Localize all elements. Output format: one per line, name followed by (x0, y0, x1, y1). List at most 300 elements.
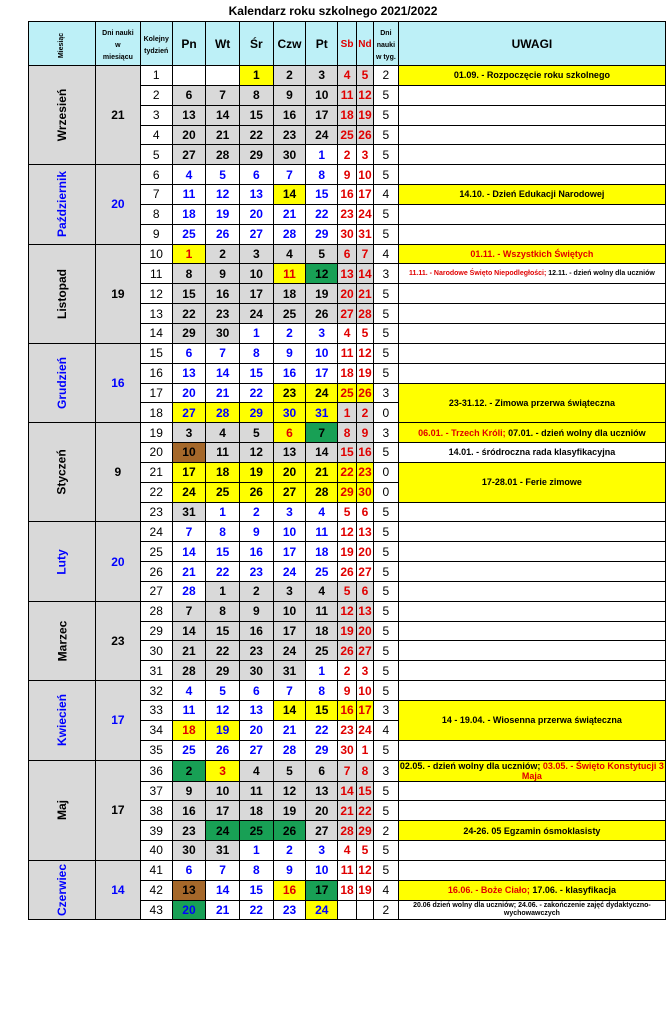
week-number: 17 (140, 383, 172, 403)
day-nd: 5 (357, 66, 374, 86)
day-nd: 3 (357, 145, 374, 165)
day-wt: 28 (206, 145, 240, 165)
note-text: 17-28.01 - Ferie zimowe (481, 477, 582, 488)
day-sr: 15 (239, 880, 273, 900)
day-pn: 17 (172, 462, 206, 482)
day-czw: 20 (273, 462, 306, 482)
day-nd: 3 (357, 661, 374, 681)
header-days-per-week: Dni nauki w tyg. (373, 22, 398, 66)
day-sr: 9 (239, 522, 273, 542)
day-sb: 9 (338, 681, 357, 701)
day-czw: 16 (273, 880, 306, 900)
week-school-days: 3 (373, 423, 398, 443)
day-nd: 22 (357, 801, 374, 821)
day-nd: 2 (357, 403, 374, 423)
day-nd: 8 (357, 760, 374, 781)
day-sr: 13 (239, 185, 273, 205)
day-sb: 12 (338, 522, 357, 542)
month-school-days: 19 (96, 244, 141, 343)
day-pt: 10 (306, 343, 338, 363)
note-cell (398, 105, 665, 125)
day-pn: 10 (172, 443, 206, 463)
month-name: Maj (29, 760, 96, 860)
day-pn: 6 (172, 85, 206, 105)
day-sb: 18 (338, 880, 357, 900)
week-number: 43 (140, 900, 172, 920)
day-czw: 19 (273, 801, 306, 821)
day-sb: 6 (338, 244, 357, 264)
header-czw: Czw (273, 22, 306, 66)
week-school-days: 5 (373, 85, 398, 105)
week-row (29, 165, 666, 185)
day-pt: 8 (306, 165, 338, 185)
week-school-days: 0 (373, 482, 398, 502)
day-pn: 30 (172, 841, 206, 861)
day-pn: 14 (172, 542, 206, 562)
month-name: Marzec (29, 601, 96, 680)
week-school-days: 0 (373, 462, 398, 482)
week-school-days: 5 (373, 284, 398, 304)
day-wt: 11 (206, 443, 240, 463)
day-pt: 25 (306, 562, 338, 582)
week-number: 2 (140, 85, 172, 105)
day-pt: 24 (306, 383, 338, 403)
day-sr: 16 (239, 542, 273, 562)
day-sb: 30 (338, 740, 357, 760)
day-wt: 29 (206, 661, 240, 681)
day-sr: 15 (239, 363, 273, 383)
day-wt: 14 (206, 363, 240, 383)
day-wt: 14 (206, 880, 240, 900)
day-sr: 15 (239, 105, 273, 125)
day-pn: 13 (172, 105, 206, 125)
week-number: 41 (140, 860, 172, 880)
day-pt: 4 (306, 502, 338, 522)
day-pn: 18 (172, 720, 206, 740)
note-cell (398, 740, 665, 760)
day-wt: 1 (206, 581, 240, 601)
day-sr: 23 (239, 562, 273, 582)
day-wt: 8 (206, 522, 240, 542)
header-sb: Sb (338, 22, 357, 66)
day-pt: 28 (306, 482, 338, 502)
header-days-in-month: Dni nauki w miesiącu (96, 22, 141, 66)
header-month: Miesiąc (29, 22, 96, 66)
day-pt: 6 (306, 760, 338, 781)
day-czw: 9 (273, 860, 306, 880)
day-pn: 21 (172, 562, 206, 582)
month-school-days: 14 (96, 860, 141, 920)
week-school-days: 5 (373, 343, 398, 363)
week-school-days: 5 (373, 601, 398, 621)
day-sr: 10 (239, 264, 273, 284)
week-number: 28 (140, 601, 172, 621)
note-text: 02.05. - dzień wolny dla uczniów; (399, 760, 543, 771)
note-cell (398, 125, 665, 145)
day-czw: 17 (273, 542, 306, 562)
week-school-days: 5 (373, 145, 398, 165)
day-nd (357, 900, 374, 920)
day-sr: 4 (239, 760, 273, 781)
day-pt: 24 (306, 125, 338, 145)
day-nd: 29 (357, 821, 374, 841)
day-pt: 18 (306, 542, 338, 562)
day-sb: 27 (338, 304, 357, 324)
day-wt: 31 (206, 841, 240, 861)
header-notes: UWAGI (398, 22, 665, 66)
day-sb: 8 (338, 423, 357, 443)
day-sb: 25 (338, 383, 357, 403)
day-wt: 12 (206, 701, 240, 721)
day-wt: 14 (206, 105, 240, 125)
week-school-days: 5 (373, 304, 398, 324)
day-czw: 5 (273, 760, 306, 781)
day-czw: 27 (273, 482, 306, 502)
header-pt: Pt (306, 22, 338, 66)
day-wt: 5 (206, 681, 240, 701)
week-school-days: 3 (373, 383, 398, 403)
week-school-days: 3 (373, 264, 398, 284)
day-czw: 23 (273, 383, 306, 403)
day-sr: 2 (239, 581, 273, 601)
day-czw: 13 (273, 443, 306, 463)
day-pt: 11 (306, 601, 338, 621)
day-nd: 17 (357, 701, 374, 721)
day-czw: 26 (273, 821, 306, 841)
day-pn: 11 (172, 701, 206, 721)
week-row (29, 681, 666, 701)
note-cell (398, 821, 665, 841)
day-pn: 20 (172, 125, 206, 145)
week-row (29, 860, 666, 880)
week-school-days: 0 (373, 403, 398, 423)
day-sr: 27 (239, 224, 273, 244)
note-cell (398, 701, 665, 741)
week-number: 33 (140, 701, 172, 721)
month-school-days: 17 (96, 681, 141, 760)
day-wt: 3 (206, 760, 240, 781)
day-nd: 27 (357, 641, 374, 661)
day-sr: 23 (239, 641, 273, 661)
day-wt: 22 (206, 562, 240, 582)
note-text: 01.09. - Rozpoczęcie roku szkolnego (453, 70, 610, 81)
day-wt: 18 (206, 462, 240, 482)
day-wt: 16 (206, 284, 240, 304)
day-sr: 13 (239, 701, 273, 721)
day-pn: 27 (172, 403, 206, 423)
note-cell (398, 224, 665, 244)
day-czw: 10 (273, 601, 306, 621)
day-sb: 11 (338, 85, 357, 105)
month-name: Styczeń (29, 423, 96, 522)
day-sb: 11 (338, 343, 357, 363)
day-wt: 9 (206, 264, 240, 284)
month-name: Wrzesień (29, 66, 96, 165)
day-sb: 5 (338, 502, 357, 522)
day-sr: 3 (239, 244, 273, 264)
week-number: 22 (140, 482, 172, 502)
day-wt: 1 (206, 502, 240, 522)
month-name: Kwiecień (29, 681, 96, 760)
day-pn: 7 (172, 601, 206, 621)
day-nd: 6 (357, 581, 374, 601)
note-text: 14.01. - śródroczna rada klasyfikacyjna (448, 447, 616, 458)
day-nd: 5 (357, 323, 374, 343)
month-school-days: 23 (96, 601, 141, 680)
day-nd: 15 (357, 781, 374, 801)
week-number: 29 (140, 621, 172, 641)
day-sb: 18 (338, 105, 357, 125)
day-pn: 16 (172, 801, 206, 821)
note-cell (398, 383, 665, 423)
day-wt: 8 (206, 601, 240, 621)
day-sr: 29 (239, 145, 273, 165)
day-pt: 3 (306, 323, 338, 343)
day-sr: 11 (239, 781, 273, 801)
day-pt: 13 (306, 781, 338, 801)
day-wt: 7 (206, 860, 240, 880)
day-czw: 14 (273, 701, 306, 721)
day-wt: 21 (206, 383, 240, 403)
day-sr: 24 (239, 304, 273, 324)
week-school-days: 5 (373, 363, 398, 383)
week-school-days: 4 (373, 880, 398, 900)
week-school-days: 5 (373, 443, 398, 463)
day-wt: 7 (206, 85, 240, 105)
day-pn: 7 (172, 522, 206, 542)
day-pn: 31 (172, 502, 206, 522)
day-pn: 23 (172, 821, 206, 841)
day-nd: 10 (357, 165, 374, 185)
week-school-days: 5 (373, 562, 398, 582)
day-wt: 4 (206, 423, 240, 443)
week-school-days: 5 (373, 105, 398, 125)
day-pt: 10 (306, 860, 338, 880)
day-sr: 20 (239, 720, 273, 740)
week-number: 13 (140, 304, 172, 324)
note-cell (398, 423, 665, 443)
header-week-number: Kolejny tydzień (140, 22, 172, 66)
week-number: 21 (140, 462, 172, 482)
day-pn: 14 (172, 621, 206, 641)
day-pt: 18 (306, 621, 338, 641)
week-number: 37 (140, 781, 172, 801)
month-school-days: 9 (96, 423, 141, 522)
day-pn: 20 (172, 900, 206, 920)
day-pt: 14 (306, 443, 338, 463)
day-sb: 26 (338, 562, 357, 582)
note-text: 11.11. - Narodowe Święto Niepodległości; (408, 269, 549, 277)
day-sr: 18 (239, 801, 273, 821)
day-czw: 21 (273, 720, 306, 740)
note-text: 24-26. 05 Egzamin ósmoklasisty (463, 825, 601, 836)
note-cell (398, 760, 665, 781)
day-pn: 9 (172, 781, 206, 801)
note-cell (398, 462, 665, 502)
day-nd: 1 (357, 740, 374, 760)
day-sr: 22 (239, 900, 273, 920)
day-pt: 29 (306, 224, 338, 244)
note-cell (398, 781, 665, 801)
week-school-days: 4 (373, 244, 398, 264)
day-czw: 2 (273, 323, 306, 343)
day-pt: 22 (306, 720, 338, 740)
month-school-days: 20 (96, 165, 141, 244)
day-wt: 24 (206, 821, 240, 841)
day-sr: 25 (239, 821, 273, 841)
month-name: Listopad (29, 244, 96, 343)
day-sr: 20 (239, 204, 273, 224)
day-pt: 20 (306, 801, 338, 821)
day-nd: 28 (357, 304, 374, 324)
week-number: 10 (140, 244, 172, 264)
day-sb: 11 (338, 860, 357, 880)
day-nd: 21 (357, 284, 374, 304)
month-name: Październik (29, 165, 96, 244)
header-nd: Nd (357, 22, 374, 66)
week-number: 3 (140, 105, 172, 125)
week-school-days: 5 (373, 204, 398, 224)
day-nd: 7 (357, 244, 374, 264)
day-pt: 24 (306, 900, 338, 920)
week-number: 20 (140, 443, 172, 463)
note-cell (398, 85, 665, 105)
day-pn: 18 (172, 204, 206, 224)
day-nd: 26 (357, 125, 374, 145)
week-row (29, 760, 666, 781)
day-wt: 17 (206, 801, 240, 821)
day-sr: 12 (239, 443, 273, 463)
day-sr: 1 (239, 841, 273, 861)
day-sb: 28 (338, 821, 357, 841)
day-czw: 31 (273, 661, 306, 681)
day-pn: 4 (172, 681, 206, 701)
note-cell (398, 304, 665, 324)
day-pt: 3 (306, 66, 338, 86)
day-sr: 8 (239, 343, 273, 363)
day-sb: 20 (338, 284, 357, 304)
week-number: 12 (140, 284, 172, 304)
day-wt: 21 (206, 125, 240, 145)
note-cell (398, 66, 665, 86)
day-czw: 9 (273, 85, 306, 105)
day-czw: 17 (273, 621, 306, 641)
day-sb: 30 (338, 224, 357, 244)
week-number: 6 (140, 165, 172, 185)
day-nd: 24 (357, 720, 374, 740)
month-name: Czerwiec (29, 860, 96, 920)
day-pt: 29 (306, 740, 338, 760)
header-sr: Śr (239, 22, 273, 66)
day-pt: 31 (306, 403, 338, 423)
day-czw: 16 (273, 105, 306, 125)
week-school-days: 5 (373, 224, 398, 244)
day-sr: 22 (239, 383, 273, 403)
week-number: 30 (140, 641, 172, 661)
week-school-days: 3 (373, 760, 398, 781)
day-wt: 22 (206, 641, 240, 661)
week-school-days: 5 (373, 542, 398, 562)
week-number: 14 (140, 323, 172, 343)
week-row (29, 343, 666, 363)
month-name: Grudzień (29, 343, 96, 422)
day-pn: 8 (172, 264, 206, 284)
week-number: 40 (140, 841, 172, 861)
note-cell (398, 185, 665, 205)
day-pn: 15 (172, 284, 206, 304)
day-nd: 17 (357, 185, 374, 205)
day-czw: 30 (273, 403, 306, 423)
day-nd: 9 (357, 423, 374, 443)
day-pt: 26 (306, 304, 338, 324)
month-school-days: 17 (96, 760, 141, 860)
day-pn: 13 (172, 880, 206, 900)
day-nd: 5 (357, 841, 374, 861)
day-sr: 16 (239, 621, 273, 641)
day-sr: 5 (239, 423, 273, 443)
day-czw: 24 (273, 641, 306, 661)
week-number: 19 (140, 423, 172, 443)
day-nd: 13 (357, 601, 374, 621)
day-sb: 23 (338, 204, 357, 224)
day-wt: 5 (206, 165, 240, 185)
day-pt: 19 (306, 284, 338, 304)
day-nd: 19 (357, 105, 374, 125)
day-czw: 3 (273, 581, 306, 601)
day-wt: 26 (206, 224, 240, 244)
day-wt: 25 (206, 482, 240, 502)
note-cell (398, 562, 665, 582)
week-number: 23 (140, 502, 172, 522)
day-nd: 13 (357, 522, 374, 542)
week-number: 36 (140, 760, 172, 781)
week-number: 42 (140, 880, 172, 900)
day-sr: 1 (239, 323, 273, 343)
note-cell (398, 165, 665, 185)
day-sr: 6 (239, 165, 273, 185)
week-number: 4 (140, 125, 172, 145)
day-pt: 8 (306, 681, 338, 701)
week-number: 16 (140, 363, 172, 383)
week-school-days: 5 (373, 522, 398, 542)
day-sb: 4 (338, 323, 357, 343)
week-number: 18 (140, 403, 172, 423)
day-pn: 27 (172, 145, 206, 165)
note-cell (398, 661, 665, 681)
week-number: 8 (140, 204, 172, 224)
day-wt: 15 (206, 621, 240, 641)
day-pn: 24 (172, 482, 206, 502)
week-school-days: 3 (373, 701, 398, 721)
week-number: 38 (140, 801, 172, 821)
note-cell (398, 363, 665, 383)
day-pn: 21 (172, 641, 206, 661)
day-wt (206, 66, 240, 86)
day-sb: 25 (338, 125, 357, 145)
day-pt: 27 (306, 821, 338, 841)
header-pn: Pn (172, 22, 206, 66)
note-text: 17.06. - klasyfikacja (532, 885, 616, 896)
day-czw: 14 (273, 185, 306, 205)
month-school-days: 20 (96, 522, 141, 601)
note-text: 12.11. - dzień wolny dla uczniów (548, 269, 655, 277)
week-number: 26 (140, 562, 172, 582)
note-cell (398, 443, 665, 463)
week-number: 5 (140, 145, 172, 165)
week-school-days: 5 (373, 165, 398, 185)
day-pt: 5 (306, 244, 338, 264)
day-sb: 19 (338, 542, 357, 562)
